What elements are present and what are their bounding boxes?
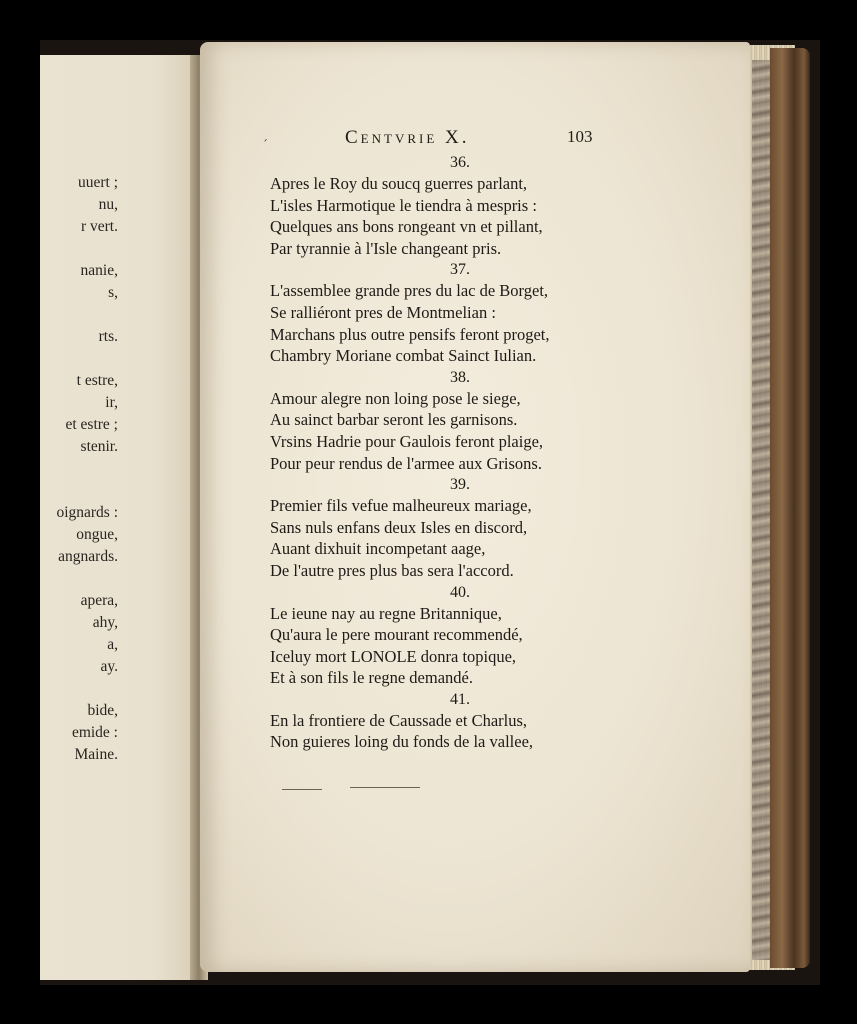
left-page-line	[40, 349, 200, 371]
footer-rule	[282, 789, 322, 790]
verse-line: Le ieune nay au regne Britannique,	[270, 603, 502, 623]
left-page-line: s,	[108, 284, 118, 301]
left-page-line	[40, 459, 200, 481]
left-page-line: ongue,	[76, 526, 118, 543]
left-page-line: apera,	[80, 592, 118, 609]
left-page-line: t estre,	[76, 372, 118, 389]
verse-line: Au sainct barbar seront les garnisons.	[270, 410, 518, 430]
quatrain-number: 38.	[450, 368, 470, 386]
verse-line: Pour peur rendus de l'armee aux Grisons.	[270, 453, 542, 473]
left-page-line: ir,	[105, 394, 118, 411]
left-page-line: stenir.	[80, 438, 118, 455]
left-page-line: r vert.	[80, 218, 118, 235]
quatrain-number: 39.	[450, 476, 470, 494]
verse-line: Auant dixhuit incompetant aage,	[270, 539, 486, 559]
left-page-line: et estre ;	[65, 416, 118, 433]
quatrain-number: 37.	[450, 261, 470, 279]
verse-line: L'isles Harmotique le tiendra à mespris :	[270, 195, 537, 215]
verse-line: Et à son fils le regne demandé.	[270, 668, 473, 688]
left-page-line	[40, 305, 200, 327]
left-page-line	[40, 679, 200, 701]
verse-line: Se ralliéront pres de Montmelian :	[270, 302, 496, 322]
verse-line: Marchans plus outre pensifs feront proget,	[270, 324, 550, 344]
left-page-line: Maine.	[74, 746, 118, 763]
quatrain-number: 36.	[450, 154, 470, 171]
verse-line: Non guieres loing du fonds de la vallee,	[270, 732, 534, 752]
left-page-line: bide,	[87, 702, 118, 719]
left-page-line: emide :	[71, 724, 118, 741]
page-number: 103	[567, 127, 593, 146]
left-page-line: oignards :	[56, 504, 118, 521]
verse-line: Par tyrannie à l'Isle changeant pris.	[270, 238, 502, 258]
left-page-line: ahy,	[92, 614, 118, 631]
verse-line: Qu'aura le pere mourant recommendé,	[270, 625, 523, 645]
verse-line: Apres le Roy du soucq guerres parlant,	[270, 174, 528, 193]
left-page-line: a,	[107, 636, 118, 653]
footer-rule	[350, 787, 420, 788]
left-page-text	[40, 173, 200, 767]
book-cover	[770, 48, 810, 968]
left-page-line: ay.	[100, 658, 118, 675]
verse-line: De l'autre pres plus bas sera l'accord.	[270, 560, 514, 580]
left-page-line: uuert ;	[77, 174, 118, 191]
left-page-line	[40, 239, 200, 261]
quatrain-number: 41.	[450, 690, 470, 708]
verse-line: Quelques ans bons rongeant vn et pillant,	[270, 217, 543, 237]
verse-line: Vrsins Hadrie pour Gaulois feront plaige,	[270, 431, 544, 451]
verse-line: L'assemblee grande pres du lac de Borget,	[270, 281, 549, 301]
left-page-line: rts.	[98, 328, 118, 345]
left-page-line: nu,	[98, 196, 118, 213]
running-title: Centvrie X.	[345, 127, 470, 148]
quatrain-number: 40.	[450, 583, 470, 601]
verse-line: Iceluy mort LONOLE donra topique,	[270, 646, 517, 666]
left-page-line	[40, 481, 200, 503]
quatrain-text	[270, 152, 620, 753]
left-page-line: nanie,	[80, 262, 118, 279]
left-page-line	[40, 569, 200, 591]
ink-mark: ´	[262, 138, 268, 152]
verse-line: En la frontiere de Caussade et Charlus,	[270, 710, 528, 730]
verse-line: Chambry Moriane combat Sainct Iulian.	[270, 346, 537, 366]
left-page	[40, 55, 200, 980]
verse-line: Amour alegre non loing pose le siege,	[270, 388, 521, 408]
page-header	[345, 127, 605, 151]
verse-line: Sans nuls enfans deux Isles en discord,	[270, 517, 528, 537]
verse-line: Premier fils vefue malheureux mariage,	[270, 496, 532, 516]
left-page-line: angnards.	[58, 548, 118, 565]
